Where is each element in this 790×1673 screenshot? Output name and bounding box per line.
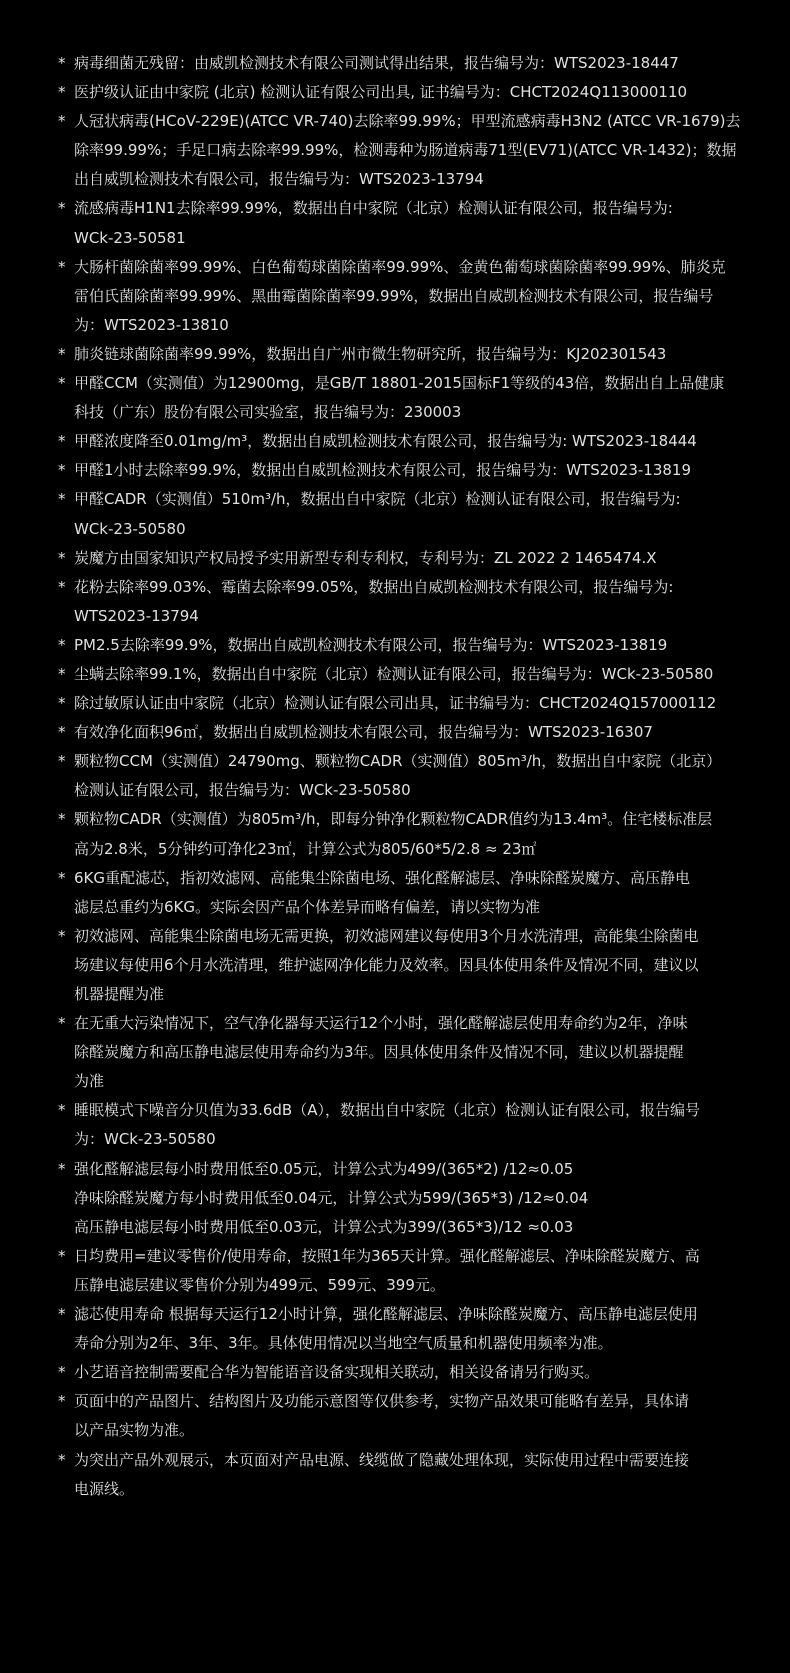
note-text-line: 滤芯使用寿命 根据每天运行12小时计算，强化醛解滤层、净味除醛炭魔方、高压静电滤层使用 <box>74 1305 698 1324</box>
note-text-line: 雷伯氏菌除菌率99.99%、黑曲霉菌除菌率99.99%，数据出自威凯检测技术有限公司，报告编号 <box>74 286 714 305</box>
note-item <box>0 107 741 194</box>
note-text-line: 人冠状病毒(HCoV-229E)(ATCC VR-740)去除率99.99%；甲型流感病毒H3N2 (ATCC VR-1679)去 <box>74 112 741 131</box>
note-bullet: * <box>58 490 66 509</box>
note-bullet: * <box>58 199 66 218</box>
note-item <box>0 689 730 718</box>
note-item <box>0 660 730 689</box>
note-text-line: 在无重大污染情况下，空气净化器每天运行12个小时，强化醛解滤层使用寿命约为2年，净味 <box>74 1014 688 1033</box>
note-text-line: 检测认证有限公司，报告编号为：WCk-23-50580 <box>74 781 411 800</box>
note-text-line: 高为2.8米，5分钟约可净化23㎡，计算公式为805/60*5/2.8 ≈ 23㎡ <box>74 839 537 858</box>
note-text-line: 日均费用=建议零售价/使用寿命，按照1年为365天计算。强化醛解滤层、净味除醛炭魔方、高 <box>74 1246 700 1265</box>
note-bullet: * <box>58 1014 66 1033</box>
note-text-line: 为准 <box>74 1072 105 1091</box>
note-bullet: * <box>58 1159 66 1178</box>
note-bullet: * <box>58 1392 66 1411</box>
note-text-line: 甲醛CCM（实测值）为12900mg，是GB/T 18801-2015国标F1等级的43倍，数据出自上品健康 <box>74 374 725 393</box>
note-text-line: 6KG重配滤芯，指初效滤网、高能集尘除菌电场、强化醛解滤层、净味除醛炭魔方、高压静电 <box>74 868 691 887</box>
note-text-line: 医护级认证由中家院 (北京) 检测认证有限公司出具, 证书编号为：CHCT2024Q113000110 <box>74 83 688 102</box>
note-text-line: 净味除醛炭魔方每小时费用低至0.04元，计算公式为599/(365*3) /12≈0.04 <box>74 1188 589 1207</box>
note-item <box>0 1446 730 1504</box>
note-text-line: 压静电滤层建议零售价分别为499元、599元、399元。 <box>74 1275 445 1294</box>
note-bullet: * <box>58 83 66 102</box>
note-text-line: 睡眠模式下噪音分贝值为33.6dB（A），数据出自中家院（北京）检测认证有限公司，报告编号 <box>74 1101 700 1120</box>
note-text-line: 为：WTS2023-13810 <box>74 315 229 334</box>
note-item <box>0 1096 730 1154</box>
note-text-line: 颗粒物CADR（实测值）为805m³/h，即每分钟净化颗粒物CADR值约为13.4m³。住宅楼标准层 <box>74 810 713 829</box>
note-bullet: * <box>58 635 66 654</box>
note-item <box>0 78 730 107</box>
note-text-line: 出自威凯检测技术有限公司，报告编号为：WTS2023-13794 <box>74 170 484 189</box>
note-item <box>0 747 730 805</box>
note-text-line: 除率99.99%；手足口病去除率99.99%，检测毒种为肠道病毒71型(EV71)(ATCC VR-1432)；数据 <box>74 141 737 160</box>
note-text-line: 寿命分别为2年、3年、3年。具体使用情况以当地空气质量和机器使用频率为准。 <box>74 1334 613 1353</box>
note-text-line: 颗粒物CCM（实测值）24790mg、颗粒物CADR（实测值）805m³/h，数据出自中家院（北京） <box>74 752 722 771</box>
note-item <box>0 1242 730 1300</box>
note-text-line: 为：WCk-23-50580 <box>74 1130 216 1149</box>
note-item <box>0 864 730 922</box>
note-bullet: * <box>58 112 66 131</box>
note-bullet: * <box>58 344 66 363</box>
note-text-line: 甲醛浓度降至0.01mg/m³，数据出自威凯检测技术有限公司，报告编号为: WTS2023-18444 <box>74 432 697 451</box>
note-text-line: 大肠杆菌除菌率99.99%、白色葡萄球菌除菌率99.99%、金黄色葡萄球菌除菌率99.99%、肺炎克 <box>74 257 726 276</box>
note-item <box>0 922 730 1009</box>
note-item <box>0 456 730 485</box>
note-text-line: 甲醛CADR（实测值）510m³/h，数据出自中家院（北京）检测认证有限公司，报告编号为: <box>74 490 681 509</box>
note-item <box>0 485 730 543</box>
note-bullet: * <box>58 723 66 742</box>
note-bullet: * <box>58 694 66 713</box>
note-item <box>0 253 730 340</box>
note-text-line: 流感病毒H1N1去除率99.99%，数据出自中家院（北京）检测认证有限公司，报告编号为: <box>74 199 673 218</box>
note-text-line: 肺炎链球菌除菌率99.99%，数据出自广州市微生物研究所，报告编号为：KJ202301543 <box>74 344 667 363</box>
note-bullet: * <box>58 1450 66 1469</box>
note-text-line: WCk-23-50580 <box>74 519 186 538</box>
note-item <box>0 1358 730 1387</box>
note-text-line: 花粉去除率99.03%、霉菌去除率99.05%，数据出自威凯检测技术有限公司，报告编号为: <box>74 577 674 596</box>
note-item <box>0 1009 730 1096</box>
note-bullet: * <box>58 432 66 451</box>
note-bullet: * <box>58 926 66 945</box>
note-text-line: 甲醛1小时去除率99.9%，数据出自威凯检测技术有限公司，报告编号为：WTS2023-13819 <box>74 461 692 480</box>
note-bullet: * <box>58 257 66 276</box>
note-text-line: 尘螨去除率99.1%，数据出自中家院（北京）检测认证有限公司，报告编号为：WCk-23-50580 <box>74 664 714 683</box>
note-text-line: 为突出产品外观展示，本页面对产品电源、线缆做了隐藏处理体现，实际使用过程中需要连接 <box>74 1450 690 1469</box>
note-item <box>0 194 730 252</box>
note-bullet: * <box>58 548 66 567</box>
note-item <box>0 369 730 427</box>
note-item <box>0 718 730 747</box>
note-bullet: * <box>58 810 66 829</box>
note-item <box>0 49 730 78</box>
note-text-line: 初效滤网、高能集尘除菌电场无需更换，初效滤网建议每使用3个月水洗清理，高能集尘除菌电 <box>74 926 699 945</box>
note-text-line: WTS2023-13794 <box>74 606 199 625</box>
note-text-line: 有效净化面积96㎡，数据出自威凯检测技术有限公司，报告编号为：WTS2023-16307 <box>74 723 653 742</box>
note-text-line: 病毒细菌无残留：由威凯检测技术有限公司测试得出结果，报告编号为：WTS2023-18447 <box>74 54 679 72</box>
note-item <box>0 1300 730 1358</box>
note-bullet: * <box>58 374 66 393</box>
note-text-line: 小艺语音控制需要配合华为智能语音设备实现相关联动，相关设备请另行购买。 <box>74 1363 600 1382</box>
note-text-line: 强化醛解滤层每小时费用低至0.05元，计算公式为499/(365*2) /12≈0.05 <box>74 1159 574 1178</box>
note-text-line: 场建议每使用6个月水洗清理，维护滤网净化能力及效率。因具体使用条件及情况不同，建议以 <box>74 955 699 974</box>
note-bullet: * <box>58 1305 66 1324</box>
note-text-line: 除醛炭魔方和高压静电滤层使用寿命约为3年。因具体使用条件及情况不同，建议以机器提醒 <box>74 1043 684 1062</box>
note-bullet: * <box>58 577 66 596</box>
note-item <box>0 544 730 573</box>
note-item <box>0 340 730 369</box>
note-text-line: 电源线。 <box>74 1479 135 1498</box>
note-item <box>0 573 730 631</box>
note-bullet: * <box>58 752 66 771</box>
note-item <box>0 805 730 863</box>
note-text-line: 机器提醒为准 <box>74 985 165 1003</box>
note-text-line: 除过敏原认证由中家院（北京）检测认证有限公司出具，证书编号为：CHCT2024Q157000112 <box>74 694 717 713</box>
note-text-line: 滤层总重约为6KG。实际会因产品个体差异而略有偏差，请以实物为准 <box>74 897 541 916</box>
note-bullet: * <box>58 54 66 72</box>
note-item <box>0 1155 730 1242</box>
note-text-line: 以产品实物为准。 <box>74 1421 195 1440</box>
note-bullet: * <box>58 664 66 683</box>
note-bullet: * <box>58 461 66 480</box>
note-text-line: 高压静电滤层每小时费用低至0.03元，计算公式为399/(365*3)/12 ≈0.03 <box>74 1217 574 1236</box>
note-text-line: 科技（广东）股份有限公司实验室，报告编号为：230003 <box>74 403 462 422</box>
note-item <box>0 1387 730 1445</box>
note-item <box>0 631 730 660</box>
note-bullet: * <box>58 1363 66 1382</box>
note-text-line: PM2.5去除率99.9%，数据出自威凯检测技术有限公司，报告编号为：WTS2023-13819 <box>74 635 668 654</box>
note-text-line: 炭魔方由国家知识产权局授予实用新型专利专利权，专利号为：ZL 2022 2 1465474.X <box>74 548 657 567</box>
note-bullet: * <box>58 868 66 887</box>
note-text-line: 页面中的产品图片、结构图片及功能示意图等仅供参考，实物产品效果可能略有差异，具体请 <box>74 1392 690 1411</box>
note-bullet: * <box>58 1246 66 1265</box>
note-text-line: WCk-23-50581 <box>74 228 186 247</box>
note-item <box>0 427 730 456</box>
note-bullet: * <box>58 1101 66 1120</box>
